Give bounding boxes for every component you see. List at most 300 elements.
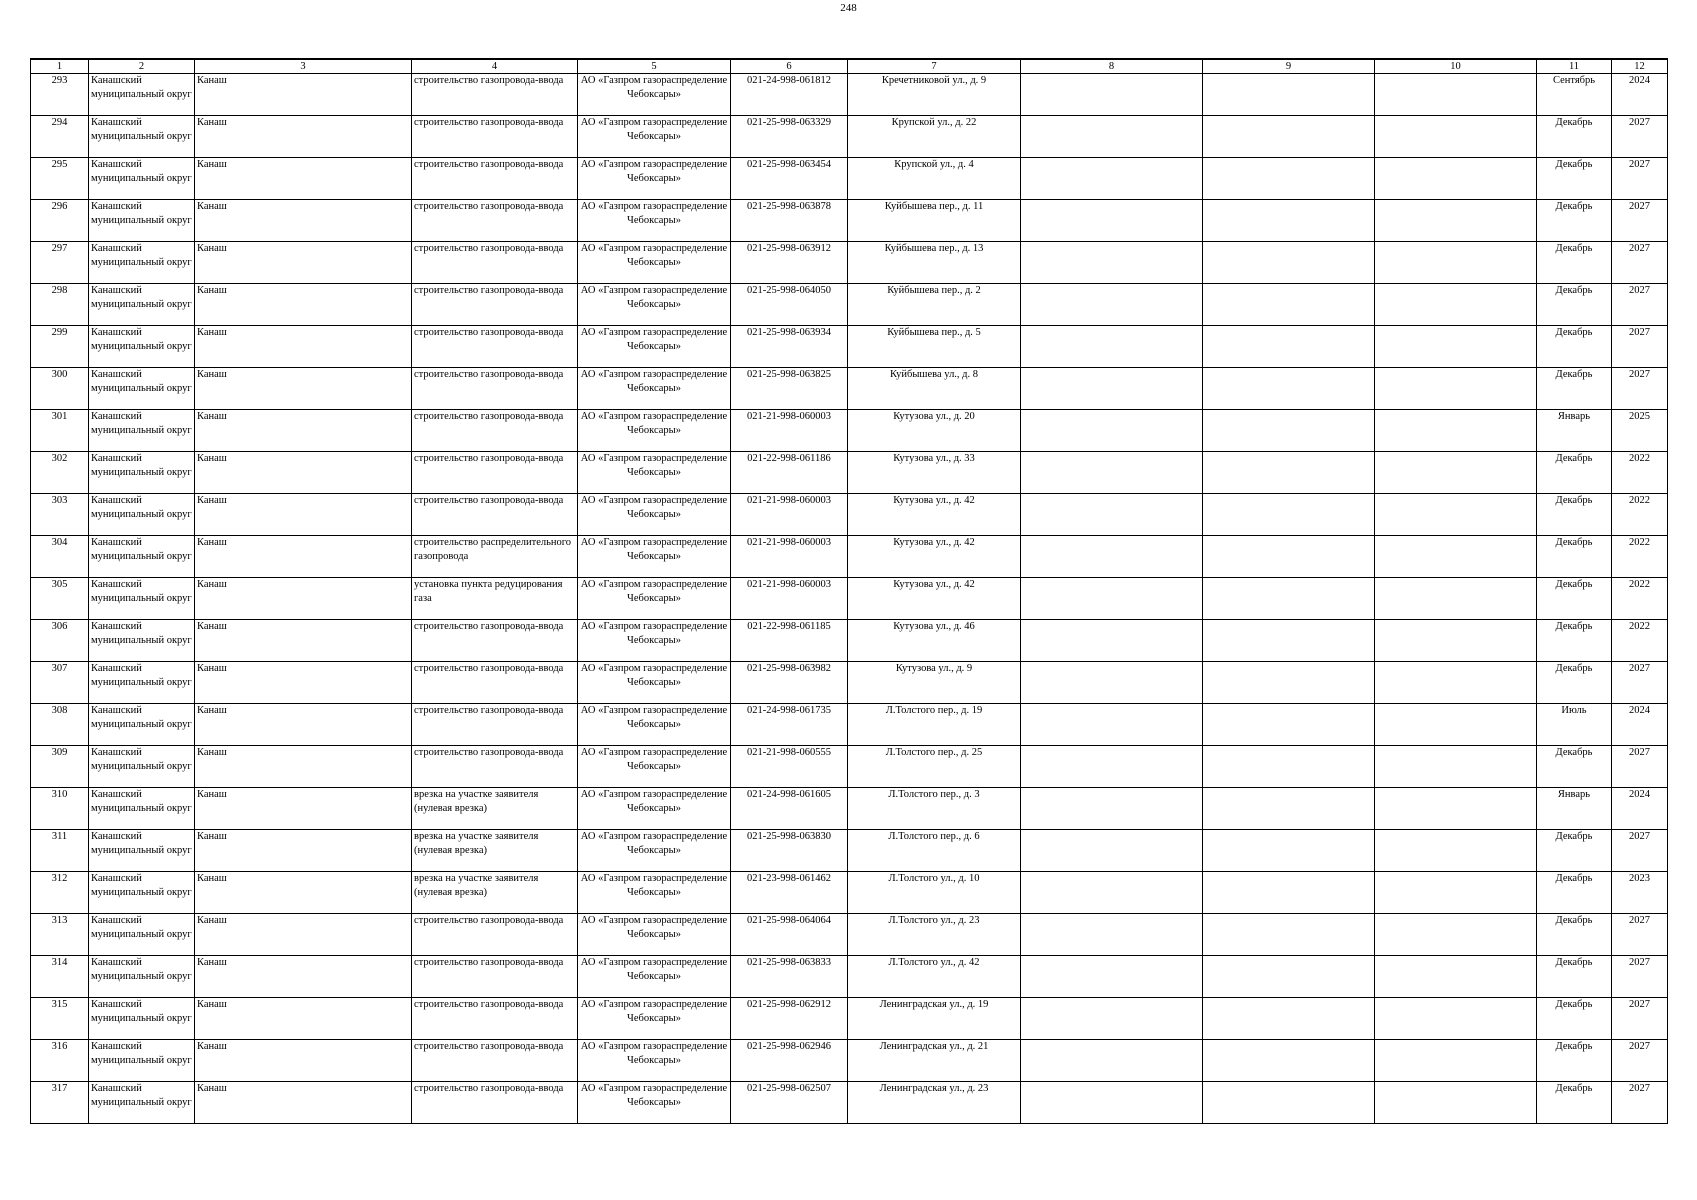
- row-number-text: 301: [51, 411, 68, 422]
- district-cell-text: Канашский муниципальный округ: [91, 831, 192, 856]
- district-cell-text: Канашский муниципальный округ: [91, 495, 192, 520]
- row-number-text: 305: [51, 579, 68, 590]
- column-header: 12: [1612, 59, 1668, 74]
- column-9-cell: [1203, 116, 1375, 158]
- work-type-cell-text: строительство газопровода-ввода: [414, 243, 564, 254]
- row-number-text: 299: [51, 327, 68, 338]
- month-cell: [1537, 998, 1612, 1040]
- work-type-cell-text: строительство газопровода-ввода: [414, 495, 564, 506]
- code-cell-text: 021-24-998-061605: [747, 789, 831, 800]
- column-header: 11: [1537, 59, 1612, 74]
- locality-cell-text: Канаш: [197, 369, 227, 380]
- organization-cell-text: АО «Газпром газораспределение Чебоксары»: [580, 579, 728, 604]
- code-cell: [731, 326, 848, 368]
- work-type-cell: [412, 746, 578, 788]
- table-row: [31, 662, 1668, 704]
- row-number: [31, 326, 89, 368]
- month-cell: [1537, 1040, 1612, 1082]
- organization-cell: [578, 74, 731, 116]
- work-type-cell: [412, 116, 578, 158]
- organization-cell-text: АО «Газпром газораспределение Чебоксары»: [580, 831, 728, 856]
- organization-cell-text: АО «Газпром газораспределение Чебоксары»: [580, 75, 728, 100]
- code-cell: [731, 242, 848, 284]
- code-cell: [731, 1040, 848, 1082]
- row-number-text: 296: [51, 201, 68, 212]
- month-cell: [1537, 1082, 1612, 1124]
- column-10-cell: [1375, 326, 1537, 368]
- month-cell: [1537, 662, 1612, 704]
- district-cell: [89, 620, 195, 662]
- organization-cell-text: АО «Газпром газораспределение Чебоксары»: [580, 999, 728, 1024]
- month-cell-text: Декабрь: [1555, 369, 1593, 380]
- column-8-cell: [1021, 242, 1203, 284]
- column-header: 9: [1203, 59, 1375, 74]
- work-type-cell-text: строительство газопровода-ввода: [414, 705, 564, 716]
- address-cell: [848, 494, 1021, 536]
- address-cell: [848, 158, 1021, 200]
- column-9-cell: [1203, 494, 1375, 536]
- organization-cell: [578, 620, 731, 662]
- year-cell-text: 2024: [1629, 705, 1650, 716]
- organization-cell: [578, 452, 731, 494]
- row-number-text: 297: [51, 243, 68, 254]
- locality-cell-text: Канаш: [197, 579, 227, 590]
- row-number-text: 298: [51, 285, 68, 296]
- locality-cell-text: Канаш: [197, 789, 227, 800]
- work-type-cell: [412, 158, 578, 200]
- organization-cell-text: АО «Газпром газораспределение Чебоксары»: [580, 705, 728, 730]
- address-cell-text: Ленинградская ул., д. 21: [879, 1041, 989, 1052]
- district-cell: [89, 788, 195, 830]
- work-type-cell: [412, 452, 578, 494]
- locality-cell: [195, 74, 412, 116]
- code-cell: [731, 578, 848, 620]
- organization-cell: [578, 1040, 731, 1082]
- month-cell: [1537, 74, 1612, 116]
- address-cell-text: Кутузова ул., д. 9: [895, 663, 973, 674]
- month-cell-text: Декабрь: [1555, 663, 1593, 674]
- column-8-cell: [1021, 662, 1203, 704]
- code-cell-text: 021-22-998-061186: [747, 453, 831, 464]
- work-type-cell: [412, 914, 578, 956]
- year-cell-text: 2027: [1629, 369, 1650, 380]
- organization-cell: [578, 536, 731, 578]
- code-cell-text: 021-25-998-064064: [747, 915, 831, 926]
- code-cell: [731, 662, 848, 704]
- year-cell: [1612, 536, 1668, 578]
- table-row: [31, 998, 1668, 1040]
- table-row: [31, 1040, 1668, 1082]
- organization-cell: [578, 368, 731, 410]
- column-8-cell: [1021, 494, 1203, 536]
- organization-cell: [578, 746, 731, 788]
- locality-cell: [195, 956, 412, 998]
- district-cell-text: Канашский муниципальный округ: [91, 789, 192, 814]
- column-9-cell: [1203, 704, 1375, 746]
- header-row: [31, 59, 1668, 74]
- code-cell: [731, 872, 848, 914]
- code-cell: [731, 74, 848, 116]
- row-number: [31, 368, 89, 410]
- code-cell-text: 021-21-998-060003: [747, 537, 831, 548]
- code-cell: [731, 158, 848, 200]
- organization-cell: [578, 116, 731, 158]
- locality-cell: [195, 998, 412, 1040]
- district-cell-text: Канашский муниципальный округ: [91, 1041, 192, 1066]
- month-cell: [1537, 494, 1612, 536]
- work-type-cell-text: строительство газопровода-ввода: [414, 1041, 564, 1052]
- year-cell-text: 2022: [1629, 579, 1650, 590]
- address-cell: [848, 326, 1021, 368]
- column-9-cell: [1203, 998, 1375, 1040]
- month-cell-text: Сентябрь: [1552, 75, 1596, 86]
- row-number-text: 311: [51, 831, 68, 842]
- code-cell: [731, 914, 848, 956]
- row-number-text: 309: [51, 747, 68, 758]
- code-cell-text: 021-25-998-063454: [747, 159, 831, 170]
- month-cell-text: Декабрь: [1555, 159, 1593, 170]
- code-cell-text: 021-25-998-063830: [747, 831, 831, 842]
- row-number: [31, 746, 89, 788]
- month-cell: [1537, 158, 1612, 200]
- month-cell: [1537, 830, 1612, 872]
- year-cell-text: 2027: [1629, 1083, 1650, 1094]
- address-cell: [848, 74, 1021, 116]
- organization-cell-text: АО «Газпром газораспределение Чебоксары»: [580, 243, 728, 268]
- organization-cell: [578, 788, 731, 830]
- organization-cell-text: АО «Газпром газораспределение Чебоксары»: [580, 957, 728, 982]
- month-cell-text: Декабрь: [1555, 201, 1593, 212]
- code-cell: [731, 704, 848, 746]
- row-number-text: 316: [51, 1041, 68, 1052]
- month-cell: [1537, 578, 1612, 620]
- code-cell: [731, 200, 848, 242]
- district-cell-text: Канашский муниципальный округ: [91, 663, 192, 688]
- work-type-cell: [412, 368, 578, 410]
- work-type-cell-text: врезка на участке заявителя (нулевая врезка): [414, 873, 539, 898]
- row-number: [31, 662, 89, 704]
- month-cell: [1537, 536, 1612, 578]
- district-cell: [89, 704, 195, 746]
- table-row: [31, 494, 1668, 536]
- district-cell: [89, 158, 195, 200]
- year-cell-text: 2027: [1629, 831, 1650, 842]
- organization-cell: [578, 284, 731, 326]
- column-8-cell: [1021, 914, 1203, 956]
- organization-cell-text: АО «Газпром газораспределение Чебоксары»: [580, 1083, 728, 1108]
- district-cell: [89, 368, 195, 410]
- month-cell-text: Декабрь: [1555, 1083, 1593, 1094]
- year-cell-text: 2022: [1629, 453, 1650, 464]
- month-cell: [1537, 452, 1612, 494]
- work-type-cell-text: строительство газопровода-ввода: [414, 411, 564, 422]
- locality-cell-text: Канаш: [197, 285, 227, 296]
- column-10-cell: [1375, 1082, 1537, 1124]
- month-cell: [1537, 242, 1612, 284]
- district-cell: [89, 242, 195, 284]
- month-cell-text: Декабрь: [1555, 285, 1593, 296]
- locality-cell-text: Канаш: [197, 873, 227, 884]
- code-cell-text: 021-21-998-060555: [747, 747, 831, 758]
- column-9-cell: [1203, 872, 1375, 914]
- column-10-cell: [1375, 74, 1537, 116]
- month-cell: [1537, 326, 1612, 368]
- year-cell: [1612, 242, 1668, 284]
- row-number: [31, 578, 89, 620]
- district-cell: [89, 200, 195, 242]
- organization-cell-text: АО «Газпром газораспределение Чебоксары»: [580, 1041, 728, 1066]
- address-cell: [848, 116, 1021, 158]
- row-number: [31, 200, 89, 242]
- table-row: [31, 368, 1668, 410]
- district-cell-text: Канашский муниципальный округ: [91, 201, 192, 226]
- year-cell-text: 2027: [1629, 201, 1650, 212]
- year-cell-text: 2023: [1629, 873, 1650, 884]
- locality-cell: [195, 578, 412, 620]
- locality-cell-text: Канаш: [197, 1083, 227, 1094]
- table-row: [31, 578, 1668, 620]
- district-cell-text: Канашский муниципальный округ: [91, 285, 192, 310]
- address-cell-text: Кутузова ул., д. 46: [893, 621, 975, 632]
- organization-cell-text: АО «Газпром газораспределение Чебоксары»: [580, 495, 728, 520]
- work-type-cell-text: строительство газопровода-ввода: [414, 117, 564, 128]
- month-cell: [1537, 914, 1612, 956]
- work-type-cell: [412, 284, 578, 326]
- column-header: 8: [1021, 59, 1203, 74]
- year-cell: [1612, 326, 1668, 368]
- code-cell-text: 021-25-998-063982: [747, 663, 831, 674]
- organization-cell-text: АО «Газпром газораспределение Чебоксары»: [580, 285, 728, 310]
- locality-cell: [195, 1040, 412, 1082]
- column-9-cell: [1203, 1082, 1375, 1124]
- column-9-cell: [1203, 158, 1375, 200]
- address-cell: [848, 998, 1021, 1040]
- month-cell-text: Декабрь: [1555, 453, 1593, 464]
- locality-cell-text: Канаш: [197, 663, 227, 674]
- address-cell-text: Кутузова ул., д. 42: [893, 537, 975, 548]
- column-header: 7: [848, 59, 1021, 74]
- year-cell-text: 2027: [1629, 243, 1650, 254]
- address-cell: [848, 452, 1021, 494]
- row-number-text: 317: [51, 1083, 68, 1094]
- column-9-cell: [1203, 200, 1375, 242]
- year-cell: [1612, 200, 1668, 242]
- address-cell-text: Крупской ул., д. 4: [894, 159, 974, 170]
- month-cell-text: Декабрь: [1555, 1041, 1593, 1052]
- column-8-cell: [1021, 788, 1203, 830]
- locality-cell-text: Канаш: [197, 327, 227, 338]
- work-type-cell: [412, 620, 578, 662]
- row-number-text: 295: [51, 159, 68, 170]
- column-8-cell: [1021, 1040, 1203, 1082]
- year-cell-text: 2022: [1629, 495, 1650, 506]
- column-header: 3: [195, 59, 412, 74]
- locality-cell-text: Канаш: [197, 159, 227, 170]
- row-number-text: 306: [51, 621, 68, 632]
- column-8-cell: [1021, 1082, 1203, 1124]
- year-cell: [1612, 704, 1668, 746]
- table-row: [31, 620, 1668, 662]
- column-8-cell: [1021, 284, 1203, 326]
- column-8-cell: [1021, 74, 1203, 116]
- work-type-cell-text: врезка на участке заявителя (нулевая врезка): [414, 789, 539, 814]
- year-cell-text: 2027: [1629, 915, 1650, 926]
- locality-cell: [195, 452, 412, 494]
- work-type-cell-text: врезка на участке заявителя (нулевая врезка): [414, 831, 539, 856]
- month-cell: [1537, 746, 1612, 788]
- work-type-cell-text: строительство газопровода-ввода: [414, 915, 564, 926]
- locality-cell: [195, 1082, 412, 1124]
- district-cell-text: Канашский муниципальный округ: [91, 75, 192, 100]
- row-number-text: 300: [51, 369, 68, 380]
- address-cell: [848, 746, 1021, 788]
- column-9-cell: [1203, 410, 1375, 452]
- work-type-cell: [412, 242, 578, 284]
- row-number-text: 312: [51, 873, 68, 884]
- code-cell-text: 021-25-998-063912: [747, 243, 831, 254]
- year-cell: [1612, 1040, 1668, 1082]
- month-cell-text: Декабрь: [1555, 831, 1593, 842]
- work-type-cell: [412, 1040, 578, 1082]
- column-8-cell: [1021, 536, 1203, 578]
- address-cell: [848, 830, 1021, 872]
- year-cell: [1612, 830, 1668, 872]
- locality-cell-text: Канаш: [197, 1041, 227, 1052]
- column-10-cell: [1375, 788, 1537, 830]
- district-cell: [89, 914, 195, 956]
- locality-cell: [195, 158, 412, 200]
- code-cell-text: 021-25-998-063833: [747, 957, 831, 968]
- organization-cell: [578, 704, 731, 746]
- column-10-cell: [1375, 998, 1537, 1040]
- code-cell-text: 021-24-998-061735: [747, 705, 831, 716]
- code-cell: [731, 494, 848, 536]
- row-number: [31, 410, 89, 452]
- code-cell-text: 021-25-998-063825: [747, 369, 831, 380]
- work-type-cell-text: строительство газопровода-ввода: [414, 327, 564, 338]
- district-cell-text: Канашский муниципальный округ: [91, 999, 192, 1024]
- month-cell: [1537, 872, 1612, 914]
- year-cell: [1612, 788, 1668, 830]
- column-9-cell: [1203, 242, 1375, 284]
- locality-cell: [195, 620, 412, 662]
- district-cell-text: Канашский муниципальный округ: [91, 327, 192, 352]
- column-9-cell: [1203, 662, 1375, 704]
- district-cell-text: Канашский муниципальный округ: [91, 1083, 192, 1108]
- work-type-cell-text: строительство газопровода-ввода: [414, 1083, 564, 1094]
- organization-cell: [578, 1082, 731, 1124]
- code-cell: [731, 746, 848, 788]
- district-cell: [89, 746, 195, 788]
- district-cell: [89, 1040, 195, 1082]
- address-cell: [848, 620, 1021, 662]
- address-cell-text: Ленинградская ул., д. 19: [879, 999, 989, 1010]
- code-cell: [731, 536, 848, 578]
- work-type-cell-text: строительство распределительного газопровода: [414, 537, 572, 562]
- table-row: [31, 200, 1668, 242]
- locality-cell-text: Канаш: [197, 243, 227, 254]
- table-row: [31, 326, 1668, 368]
- locality-cell: [195, 746, 412, 788]
- address-cell-text: Кутузова ул., д. 33: [893, 453, 975, 464]
- year-cell-text: 2027: [1629, 285, 1650, 296]
- code-cell: [731, 1082, 848, 1124]
- locality-cell: [195, 494, 412, 536]
- address-cell: [848, 200, 1021, 242]
- organization-cell-text: АО «Газпром газораспределение Чебоксары»: [580, 663, 728, 688]
- district-cell-text: Канашский муниципальный округ: [91, 915, 192, 940]
- organization-cell-text: АО «Газпром газораспределение Чебоксары»: [580, 369, 728, 394]
- organization-cell: [578, 200, 731, 242]
- district-cell-text: Канашский муниципальный округ: [91, 705, 192, 730]
- address-cell: [848, 914, 1021, 956]
- column-9-cell: [1203, 1040, 1375, 1082]
- year-cell: [1612, 494, 1668, 536]
- column-8-cell: [1021, 998, 1203, 1040]
- work-type-cell: [412, 956, 578, 998]
- district-cell: [89, 494, 195, 536]
- year-cell: [1612, 872, 1668, 914]
- organization-cell: [578, 914, 731, 956]
- code-cell-text: 021-21-998-060003: [747, 411, 831, 422]
- code-cell-text: 021-22-998-061185: [747, 621, 831, 632]
- address-cell-text: Ленинградская ул., д. 23: [879, 1083, 989, 1094]
- column-10-cell: [1375, 200, 1537, 242]
- column-9-cell: [1203, 368, 1375, 410]
- column-10-cell: [1375, 158, 1537, 200]
- column-10-cell: [1375, 830, 1537, 872]
- column-8-cell: [1021, 620, 1203, 662]
- column-9-cell: [1203, 578, 1375, 620]
- column-9-cell: [1203, 956, 1375, 998]
- code-cell: [731, 788, 848, 830]
- locality-cell: [195, 788, 412, 830]
- year-cell-text: 2027: [1629, 117, 1650, 128]
- column-9-cell: [1203, 914, 1375, 956]
- column-10-cell: [1375, 494, 1537, 536]
- year-cell-text: 2027: [1629, 999, 1650, 1010]
- column-header: 4: [412, 59, 578, 74]
- locality-cell-text: Канаш: [197, 915, 227, 926]
- column-8-cell: [1021, 116, 1203, 158]
- district-cell-text: Канашский муниципальный округ: [91, 369, 192, 394]
- table-row: [31, 830, 1668, 872]
- year-cell: [1612, 956, 1668, 998]
- code-cell-text: 021-25-998-063934: [747, 327, 831, 338]
- column-10-cell: [1375, 116, 1537, 158]
- work-type-cell: [412, 578, 578, 620]
- organization-cell: [578, 326, 731, 368]
- row-number-text: 302: [51, 453, 68, 464]
- year-cell: [1612, 158, 1668, 200]
- address-cell-text: Кутузова ул., д. 42: [893, 579, 975, 590]
- organization-cell-text: АО «Газпром газораспределение Чебоксары»: [580, 411, 728, 436]
- district-cell: [89, 284, 195, 326]
- row-number: [31, 1040, 89, 1082]
- locality-cell: [195, 410, 412, 452]
- locality-cell-text: Канаш: [197, 621, 227, 632]
- locality-cell-text: Канаш: [197, 537, 227, 548]
- locality-cell-text: Канаш: [197, 411, 227, 422]
- column-10-cell: [1375, 620, 1537, 662]
- address-cell: [848, 578, 1021, 620]
- row-number-text: 308: [51, 705, 68, 716]
- organization-cell-text: АО «Газпром газораспределение Чебоксары»: [580, 915, 728, 940]
- table-row: [31, 788, 1668, 830]
- district-cell: [89, 74, 195, 116]
- code-cell-text: 021-25-998-062912: [747, 999, 831, 1010]
- row-number: [31, 284, 89, 326]
